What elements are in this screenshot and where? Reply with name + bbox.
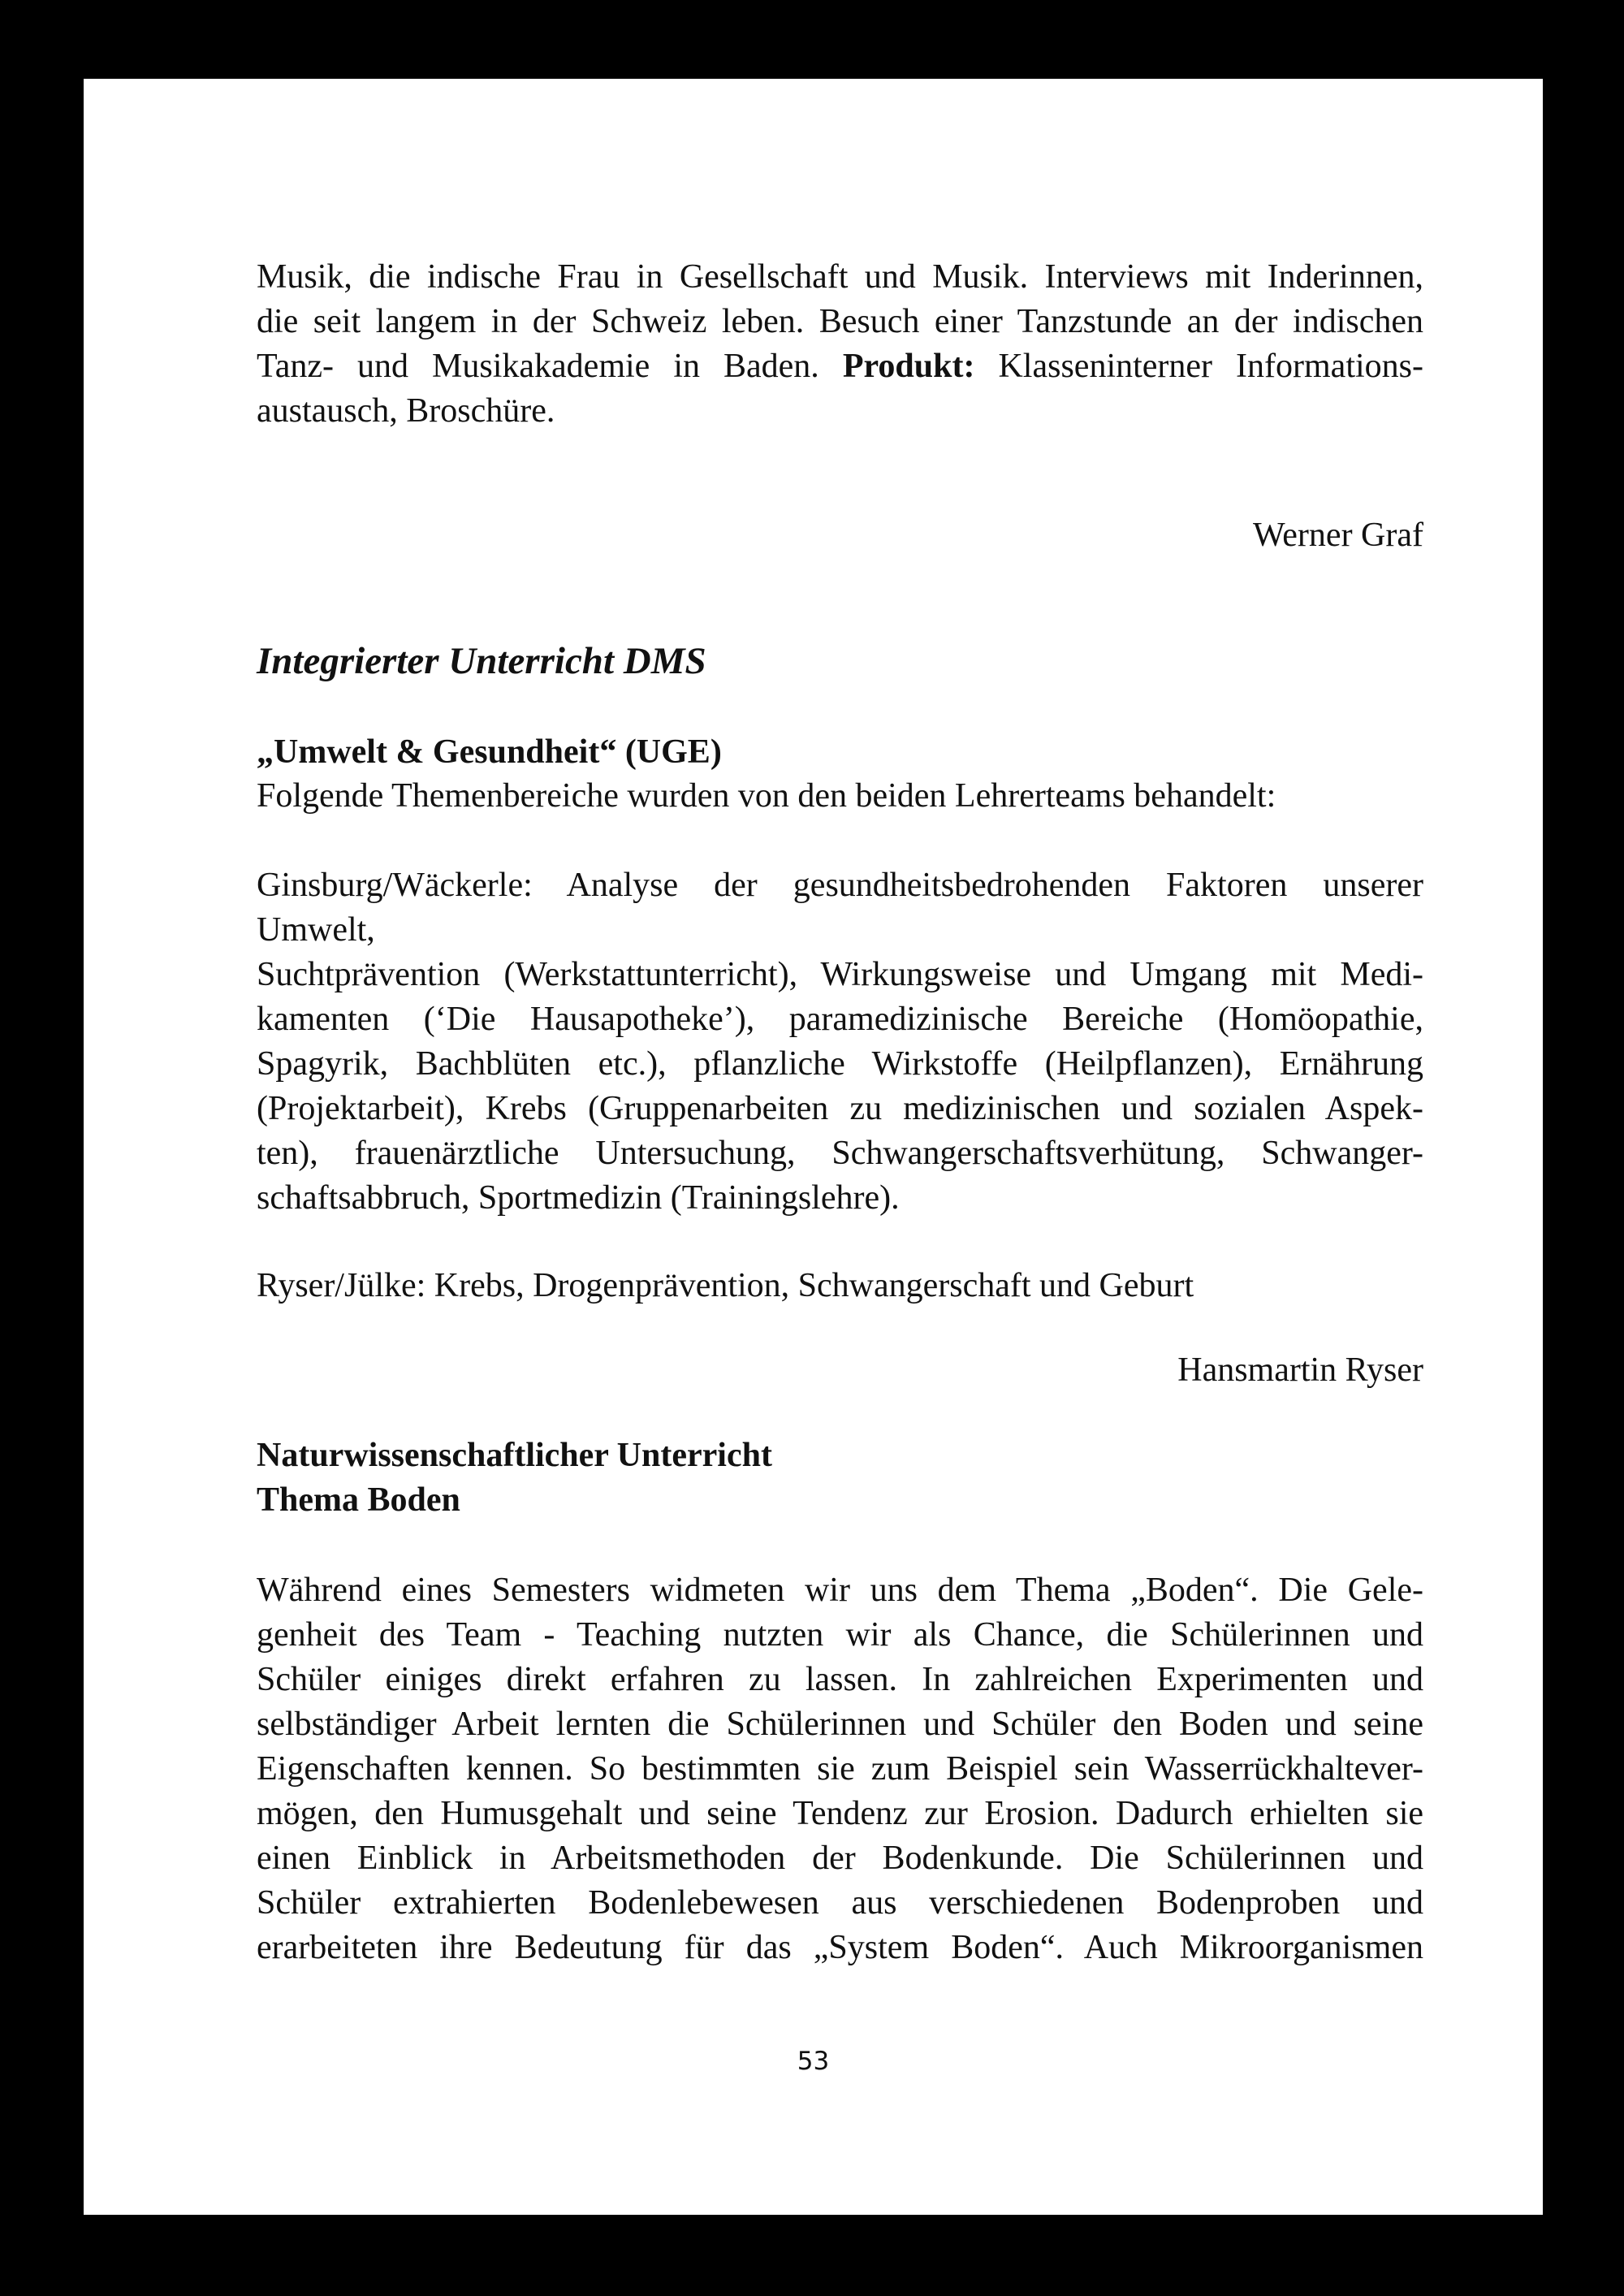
intro-line-1: Musik, die indische Frau in Gesellschaft und Musik. Interviews mit Inderinnen, [257, 258, 1423, 296]
section1-intro: Folgende Themenbereiche wurden von den beiden Lehrerteams behandelt: [257, 777, 1276, 815]
boden-line-6: mögen, den Humusgehalt und seine Tendenz zur Erosion. Dadurch erhielten sie [257, 1795, 1423, 1832]
para-topics-line-1: Suchtprävention (Werkstattunterricht), Wirkungsweise und Umgang mit Medi- [257, 956, 1423, 993]
section-subtitle-boden: Thema Boden [257, 1481, 460, 1519]
para-topics-line-5: ten), frauenärztliche Untersuchung, Schwangerschaftsverhütung, Schwanger- [257, 1135, 1423, 1172]
para-topics-line-3: Spagyrik, Bachblüten etc.), pflanzliche Wirkstoffe (Heilpflanzen), Ernährung [257, 1045, 1423, 1083]
author-signature-2: Hansmartin Ryser [1177, 1351, 1423, 1389]
section-title-integrierter-unterricht: Integrierter Unterricht DMS [257, 640, 706, 682]
section-subtitle-uge: „Umwelt & Gesundheit“ (UGE) [257, 733, 722, 771]
intro-line-4: austausch, Broschüre. [257, 392, 555, 430]
boden-line-4: selbständiger Arbeit lernten die Schülerinnen und Schüler den Boden und seine [257, 1706, 1423, 1743]
para-ryser: Ryser/Jülke: Krebs, Drogenprävention, Schwangerschaft und Geburt [257, 1267, 1194, 1304]
intro-line-3-rest: Klasseninterner Informations- [998, 348, 1423, 385]
boden-line-2: genheit des Team - Teaching nutzten wir als Chance, die Schülerinnen und [257, 1616, 1423, 1654]
intro-line-3 [257, 344, 1423, 389]
para-topics-line-6: schaftsabbruch, Sportmedizin (Trainingslehre). [257, 1179, 900, 1217]
document-page [84, 79, 1543, 2215]
boden-line-9: erarbeiteten ihre Bedeutung für das „System Boden“. Auch Mikroorganismen [257, 1929, 1423, 1966]
boden-line-5: Eigenschaften kennen. So bestimmten sie zum Beispiel sein Wasserrückhaltever- [257, 1750, 1423, 1788]
section-title-naturwissenschaft: Naturwissenschaftlicher Unterricht [257, 1437, 772, 1474]
intro-line-2: die seit langem in der Schweiz leben. Besuch einer Tanzstunde an der indischen [257, 303, 1423, 340]
para-ginsburg-line-2: Umwelt, [257, 911, 375, 949]
boden-line-7: einen Einblick in Arbeitsmethoden der Bodenkunde. Die Schülerinnen und [257, 1840, 1423, 1877]
page-number: 53 [797, 2047, 830, 2076]
para-topics-line-2: kamenten (‘Die Hausapotheke’), paramedizinische Bereiche (Homöopathie, [257, 1001, 1423, 1038]
author-signature-1: Werner Graf [1253, 517, 1423, 554]
boden-line-1: Während eines Semesters widmeten wir uns dem Thema „Boden“. Die Gele- [257, 1572, 1423, 1609]
product-label: Produkt: [842, 348, 975, 385]
boden-line-3: Schüler einiges direkt erfahren zu lassen. In zahlreichen Experimenten und [257, 1661, 1423, 1698]
intro-line-3-text: Tanz- und Musikakademie in Baden. [257, 348, 819, 385]
para-ginsburg-line-1: Ginsburg/Wäckerle: Analyse der gesundheitsbedrohenden Faktoren unserer [257, 867, 1423, 904]
para-topics-line-4: (Projektarbeit), Krebs (Gruppenarbeiten zu medizinischen und sozialen Aspek- [257, 1090, 1423, 1127]
boden-line-8: Schüler extrahierten Bodenlebewesen aus verschiedenen Bodenproben und [257, 1884, 1423, 1922]
